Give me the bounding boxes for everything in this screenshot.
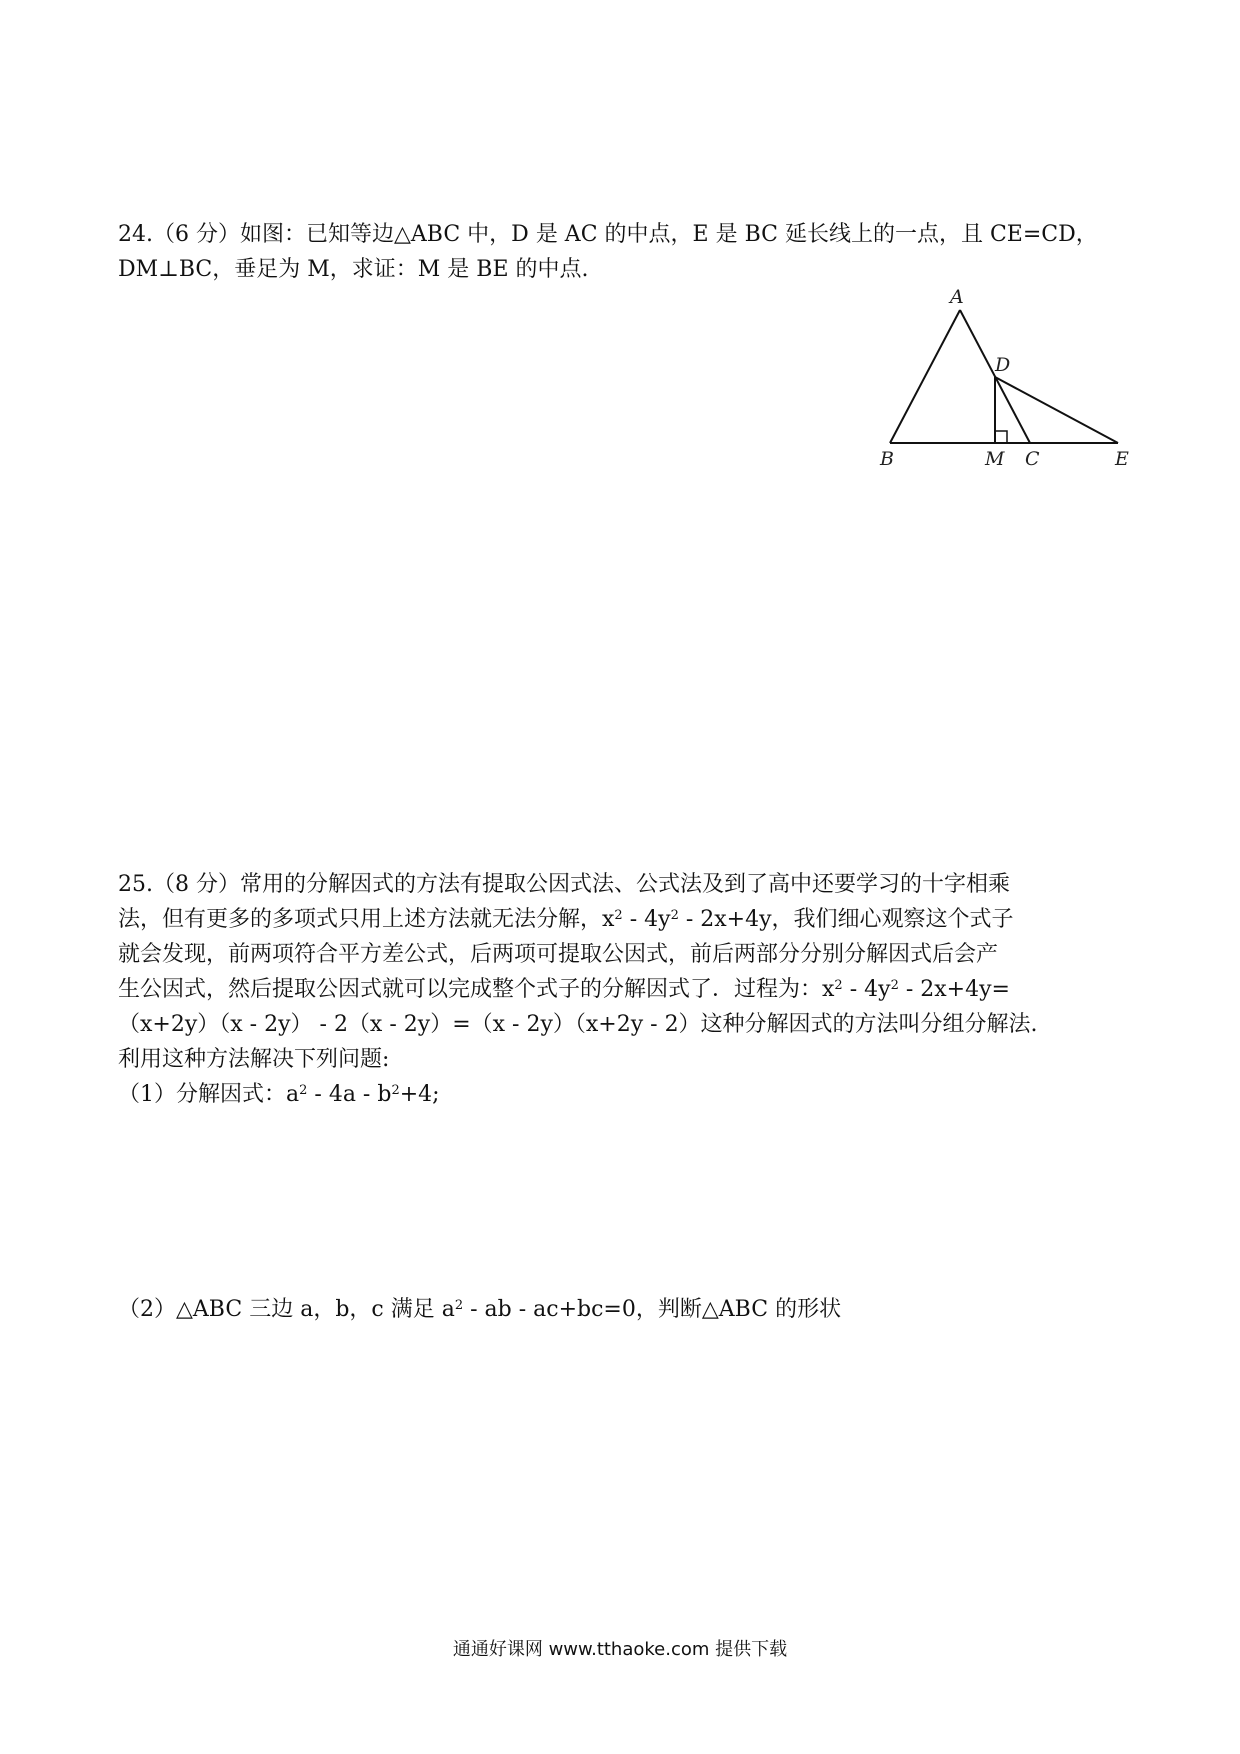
label-c: C bbox=[1025, 448, 1040, 470]
right-angle-mark bbox=[995, 431, 1007, 443]
q25-line-5: （x+2y）（x - 2y） - 2（x - 2y）=（x - 2y）（x+2y - 2）这种分解因式的方法叫分组分解法. bbox=[118, 1012, 1038, 1037]
q24-line-1: 24.（6 分）如图：已知等边△ABC 中，D 是 AC 的中点，E 是 BC 延长线上的一点，且 CE=CD， bbox=[118, 222, 1098, 247]
q25-line-2: 法，但有更多的多项式只用上述方法就无法分解，$x^2 - 4y^2 - 2x+4y$，我们细心观察这个式子 bbox=[118, 907, 1014, 932]
triangle-figure bbox=[870, 288, 1140, 473]
label-m: M bbox=[985, 448, 1005, 470]
q25-line-4: 生公因式，然后提取公因式就可以完成整个式子的分解因式了．过程为：$x^2 - 4y^2 - 2x+4y=$ bbox=[118, 977, 1010, 1002]
q25-line-6: 利用这种方法解决下列问题: bbox=[118, 1047, 390, 1072]
q25-part-1: （1）分解因式：$a^2 - 4a - b^2+4$; bbox=[118, 1082, 440, 1107]
q25-part-2: （2）△ABC 三边 a，b，c 满足 $a^2$ - ab - ac+bc=0，判断△ABC 的形状 bbox=[118, 1297, 842, 1322]
label-d: D bbox=[995, 354, 1011, 376]
label-a: A bbox=[950, 288, 964, 308]
q25-line-1: 25.（8 分）常用的分解因式的方法有提取公因式法、公式法及到了高中还要学习的十字相乘 bbox=[118, 872, 1010, 897]
label-b: B bbox=[880, 448, 894, 470]
label-e: E bbox=[1115, 448, 1129, 470]
footer-source: 通通好课网 www.tthaoke.com 提供下载 bbox=[452, 1639, 788, 1660]
segment-ab bbox=[890, 310, 960, 443]
q25-line-3: 就会发现，前两项符合平方差公式，后两项可提取公因式，前后两部分分别分解因式后会产 bbox=[118, 942, 999, 967]
q24-line-2: DM⊥BC，垂足为 M，求证：M 是 BE 的中点. bbox=[118, 257, 589, 282]
